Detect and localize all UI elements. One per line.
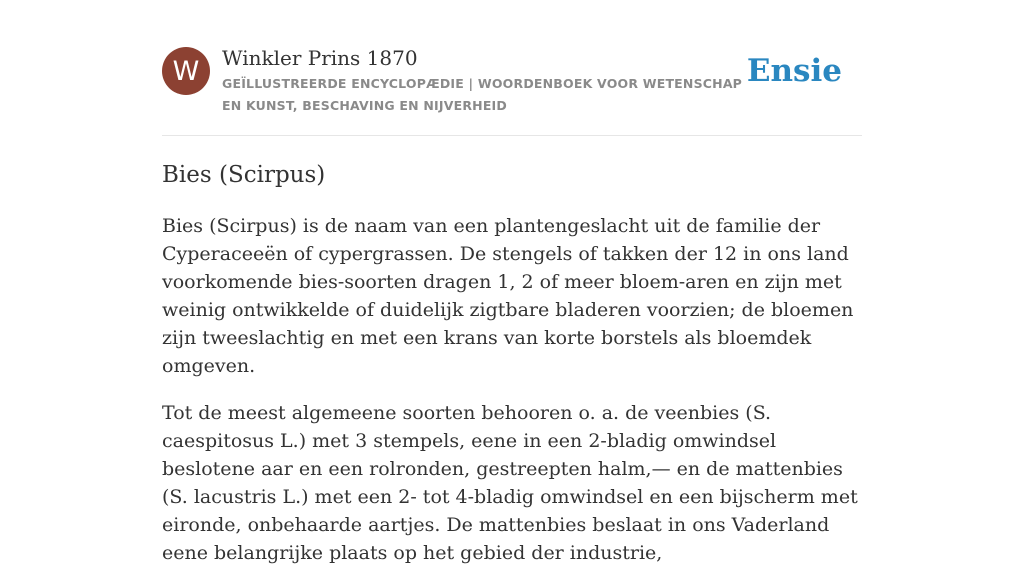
source-subtitle: GEÏLLUSTREERDE ENCYCLOPÆDIE | WOORDENBOEK VOOR WETENSCHAP EN KUNST, BESCHAVING EN NIJVERHEID bbox=[222, 76, 743, 113]
ensie-logo[interactable]: Ensie bbox=[746, 53, 842, 89]
entry-content bbox=[162, 212, 862, 586]
source-title[interactable]: Winkler Prins 1870 bbox=[222, 46, 418, 70]
source-avatar[interactable]: W bbox=[162, 47, 210, 95]
source-header bbox=[162, 46, 862, 116]
paragraph-2: Tot de meest algemeene soorten behooren o. a. de veenbies (S. caespitosus L.) met 3 stempels, eene in een 2-bladig omwindsel beslotene aar en een rolronden, gestreepten halm,— en de mattenbies (S. lacustris L.) met een 2- tot 4-bladig omwindsel en een bijscherm met eironde, onbehaarde aartjes. De mattenbies beslaat in ons Vaderland eene belangrijke plaats op het gebied der industrie, bbox=[162, 402, 858, 564]
header-divider bbox=[162, 135, 862, 136]
entry-title: Bies (Scirpus) bbox=[162, 162, 326, 188]
paragraph-1: Bies (Scirpus) is de naam van een plantengeslacht uit de familie der Cyperaceeën of cypergrassen. De stengels of takken der 12 in ons land voorkomende bies-soorten dragen 1, 2 of meer bloem-aren en zijn met weinig ontwikkelde of duidelijk zigtbare bladeren voorzien; de bloemen zijn tweeslachtig en met een krans van korte borstels als bloemdek omgeven. bbox=[162, 215, 854, 377]
